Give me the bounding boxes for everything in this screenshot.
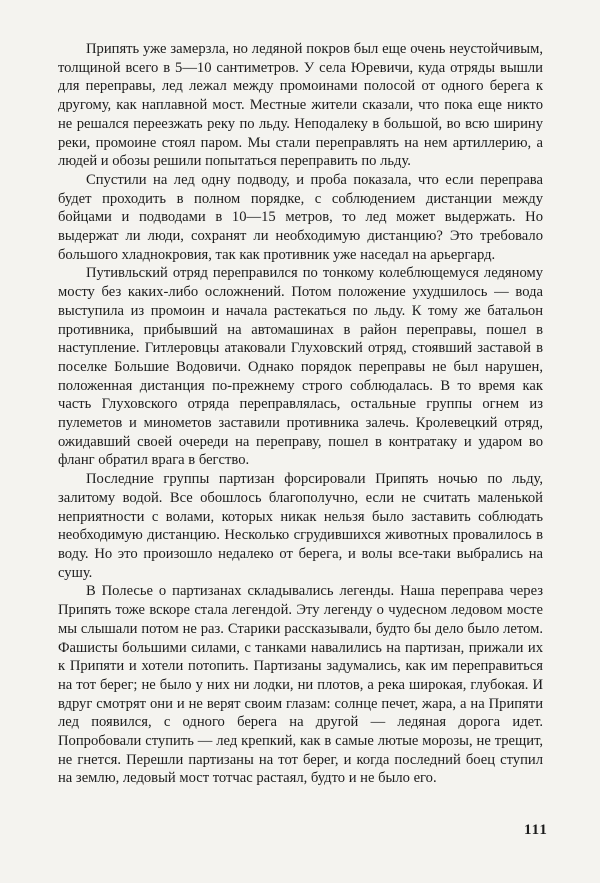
paragraph: Спустили на лед одну подводу, и проба показала, что если переправа будет проходить в полном порядке, с соблюдением дистанции между бойцами и подводами в 10—15 метров, то лед может выдержать. Но выдержат ли люди, сохранят ли необходимую дистанцию? Это требовало большого хладнокровия, так как противник уже наседал на арьергард.: [58, 171, 543, 263]
paragraph: Припять уже замерзла, но ледяной покров был еще очень неустойчивым, толщиной всего в 5—10 сантиметров. У села Юревичи, куда отряды вышли для переправы, лед лежал между промоинами полосой от одного берега к другому, как наплавной мост. Местные жители сказали, что пока еще никто не решался переезжать реку по льду. Неподалеку в большой, во всю ширину реки, промоине стоял паром. Мы стали переправлять на нем артиллерию, а людей и обозы решили попытаться переправить по льду.: [58, 41, 543, 170]
paragraph: В Полесье о партизанах складывались легенды. Наша переправа через Припять тоже вскоре стала легендой. Эту легенду о чудесном ледовом мосте мы слышали потом не раз. Старики рассказывали, будто бы дело было летом. Фашисты большими силами, с танками навалились на партизан, прижали их к Припяти и хотели потопить. Партизаны задумались, как им переправиться на тот берег; не было у них ни лодки, ни плотов, а река широкая, глубокая. И вдруг смотрят они и не верят своим глазам: солнце печет, жара, а на Припяти лед появился, с одного берега на другой — ледяная дорога идет. Попробовали ступить — лед крепкий, как в самые лютые морозы, не трещит, не гнется. Перешли партизаны на тот берег, и когда последний боец ступил на землю, ледовый мост тотчас растаял, будто и не было его.: [58, 583, 543, 787]
paragraph: Последние группы партизан форсировали Припять ночью по льду, залитому водой. Все обошлось благополучно, если не считать маленькой неприятности с волами, которых никак нельзя было заставить соблюдать необходимую дистанцию. Несколько сгрудившихся животных провалилось в воду. Но это произошло недалеко от берега, и волы все-таки выбрались на сушу.: [58, 471, 543, 581]
page-number: 111: [524, 822, 548, 838]
body-text: [58, 40, 543, 788]
paragraph: Путивльский отряд переправился по тонкому колеблющемуся ледяному мосту без каких-либо осложнений. Потом положение ухудшилось — вода выступила из промоин и начала растекаться по льду. К тому же батальон противника, прибывший на автомашинах в район переправы, пошел в наступление. Гитлеровцы атаковали Глуховский отряд, стоявший заставой в поселке Большие Водовичи. Однако порядок переправы не был нарушен, положенная дистанция по-прежнему строго соблюдалась. В то время как часть Глуховского отряда переправлялась, остальные группы огнем из пулеметов и минометов заставили противника залечь. Кролевецкий отряд, ожидавший своей очереди на переправу, пошел в контратаку и ударом во фланг обратил врага в бегство.: [58, 265, 543, 469]
